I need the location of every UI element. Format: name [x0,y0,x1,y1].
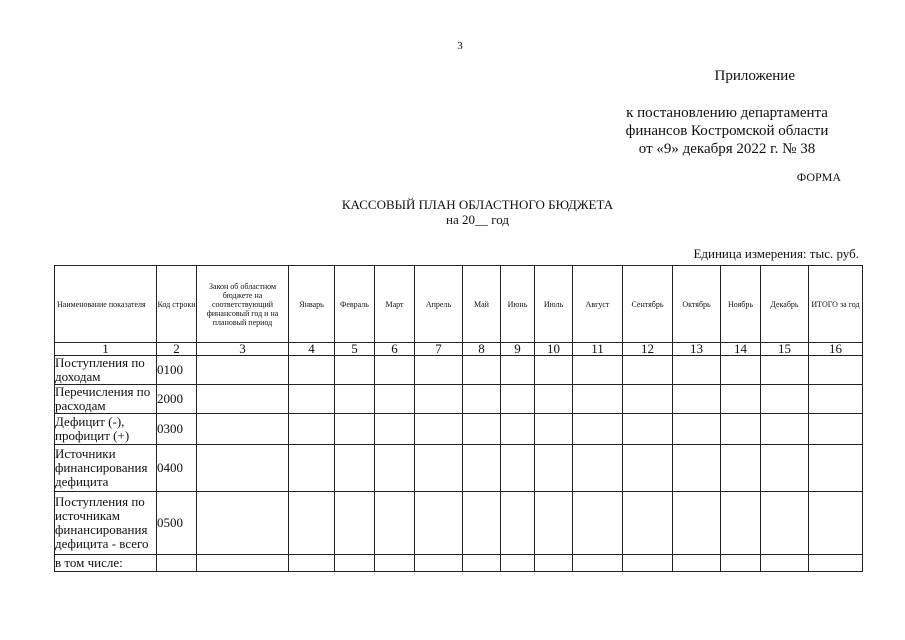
column-number-row [55,343,863,356]
table-cell [721,555,761,572]
table-cell [673,356,721,385]
table-cell [501,356,535,385]
header-cell: Ноябрь [721,266,761,343]
table-cell [501,492,535,555]
header-cell: Октябрь [673,266,721,343]
table-cell [535,555,573,572]
table-cell [721,356,761,385]
decree-line-3: от «9» декабря 2022 г. № 38 [638,141,816,157]
column-number: 1 [55,343,157,356]
column-number: 7 [415,343,463,356]
table-cell [335,385,375,414]
table-row [55,356,863,385]
table-cell [197,492,289,555]
table-cell [573,445,623,492]
appendix-title: Приложение [714,68,795,84]
table-cell [809,555,863,572]
table-cell [623,414,673,445]
row-code [157,555,197,572]
column-number: 10 [535,343,573,356]
row-code: 0100 [157,356,197,385]
header-cell: Закон об областном бюджете на соответствующий финансовый год и на плановый период [197,266,289,343]
table-cell [573,555,623,572]
table-row [55,492,863,555]
header-cell: Июль [535,266,573,343]
table-cell [375,385,415,414]
row-name: Дефицит (-), профицит (+) [55,414,157,445]
table-cell [673,555,721,572]
table-row [55,445,863,492]
table-cell [463,555,501,572]
cash-plan-table [54,265,863,572]
table-cell [721,445,761,492]
table-cell [501,414,535,445]
table-cell [335,414,375,445]
table-cell [415,414,463,445]
table-cell [463,492,501,555]
table-cell [535,385,573,414]
page-number: 3 [457,40,463,52]
header-cell: Код строки [157,266,197,343]
table-cell [289,385,335,414]
row-name: Перечисления по расходам [55,385,157,414]
table-cell [415,385,463,414]
table-cell [415,492,463,555]
table-cell [573,414,623,445]
table-row [55,414,863,445]
row-code: 0300 [157,414,197,445]
table-cell [721,414,761,445]
column-number: 15 [761,343,809,356]
table-cell [415,356,463,385]
header-cell: Август [573,266,623,343]
table-cell [463,356,501,385]
table-cell [375,492,415,555]
header-cell: Март [375,266,415,343]
column-number: 11 [573,343,623,356]
header-cell: Сентябрь [623,266,673,343]
column-number: 13 [673,343,721,356]
decree-line-2: финансов Костромской области [625,123,829,139]
table-cell [197,414,289,445]
table-cell [501,445,535,492]
table-cell [809,356,863,385]
table-cell [721,492,761,555]
table-row [55,385,863,414]
table-cell [535,414,573,445]
table-cell [623,445,673,492]
column-number: 3 [197,343,289,356]
table-cell [335,356,375,385]
column-number: 4 [289,343,335,356]
row-name: в том числе: [55,555,157,572]
table-cell [197,385,289,414]
column-number: 9 [501,343,535,356]
table-cell [335,445,375,492]
column-number: 2 [157,343,197,356]
table-cell [289,414,335,445]
table-cell [573,356,623,385]
header-cell: Январь [289,266,335,343]
table-cell [335,555,375,572]
table-cell [197,445,289,492]
table-cell [573,492,623,555]
table-cell [335,492,375,555]
table-cell [761,445,809,492]
table-header-row [55,266,863,343]
table-cell [809,445,863,492]
table-cell [623,385,673,414]
header-cell: Июнь [501,266,535,343]
table-cell [535,492,573,555]
document-subtitle: на 20__ год [446,212,509,227]
row-code: 2000 [157,385,197,414]
table-cell [623,492,673,555]
table-cell [415,445,463,492]
header-cell: ИТОГО за год [809,266,863,343]
table-cell [761,356,809,385]
table-cell [673,492,721,555]
table-cell [289,356,335,385]
header-cell: Апрель [415,266,463,343]
table-cell [623,555,673,572]
table-cell [673,445,721,492]
table-cell [375,555,415,572]
form-label: ФОРМА [796,170,841,184]
column-number: 6 [375,343,415,356]
table-cell [809,414,863,445]
document-title: КАССОВЫЙ ПЛАН ОБЛАСТНОГО БЮДЖЕТА [341,197,614,212]
table-cell [573,385,623,414]
table-cell [761,414,809,445]
column-number: 5 [335,343,375,356]
table-cell [415,555,463,572]
table-cell [197,356,289,385]
table-cell [623,356,673,385]
row-code: 0400 [157,445,197,492]
header-cell: Февраль [335,266,375,343]
column-number: 16 [809,343,863,356]
table-cell [721,385,761,414]
table-cell [501,385,535,414]
table-cell [809,492,863,555]
table-cell [809,385,863,414]
column-number: 8 [463,343,501,356]
table-cell [761,385,809,414]
table-cell [673,385,721,414]
units-label: Единица измерения: тыс. руб. [693,246,859,261]
row-name: Поступления по источникам финансирования дефицита - всего [55,492,157,555]
decree-line-1: к постановлению департамента [626,105,828,121]
table-cell [535,445,573,492]
table-cell [463,385,501,414]
table-cell [501,555,535,572]
table-cell [375,414,415,445]
table-cell [673,414,721,445]
table-cell [289,445,335,492]
row-code: 0500 [157,492,197,555]
table-cell [289,555,335,572]
table-cell [463,445,501,492]
table-cell [761,492,809,555]
row-name: Источники финансирования дефицита [55,445,157,492]
table-cell [535,356,573,385]
table-cell [375,445,415,492]
header-cell: Май [463,266,501,343]
table-cell [197,555,289,572]
table-cell [375,356,415,385]
header-cell: Декабрь [761,266,809,343]
decree-reference [597,104,857,158]
table-row [55,555,863,572]
table-cell [761,555,809,572]
row-name: Поступления по доходам [55,356,157,385]
table-cell [463,414,501,445]
column-number: 14 [721,343,761,356]
table-cell [289,492,335,555]
header-cell: Наименование показателя [55,266,157,343]
column-number: 12 [623,343,673,356]
